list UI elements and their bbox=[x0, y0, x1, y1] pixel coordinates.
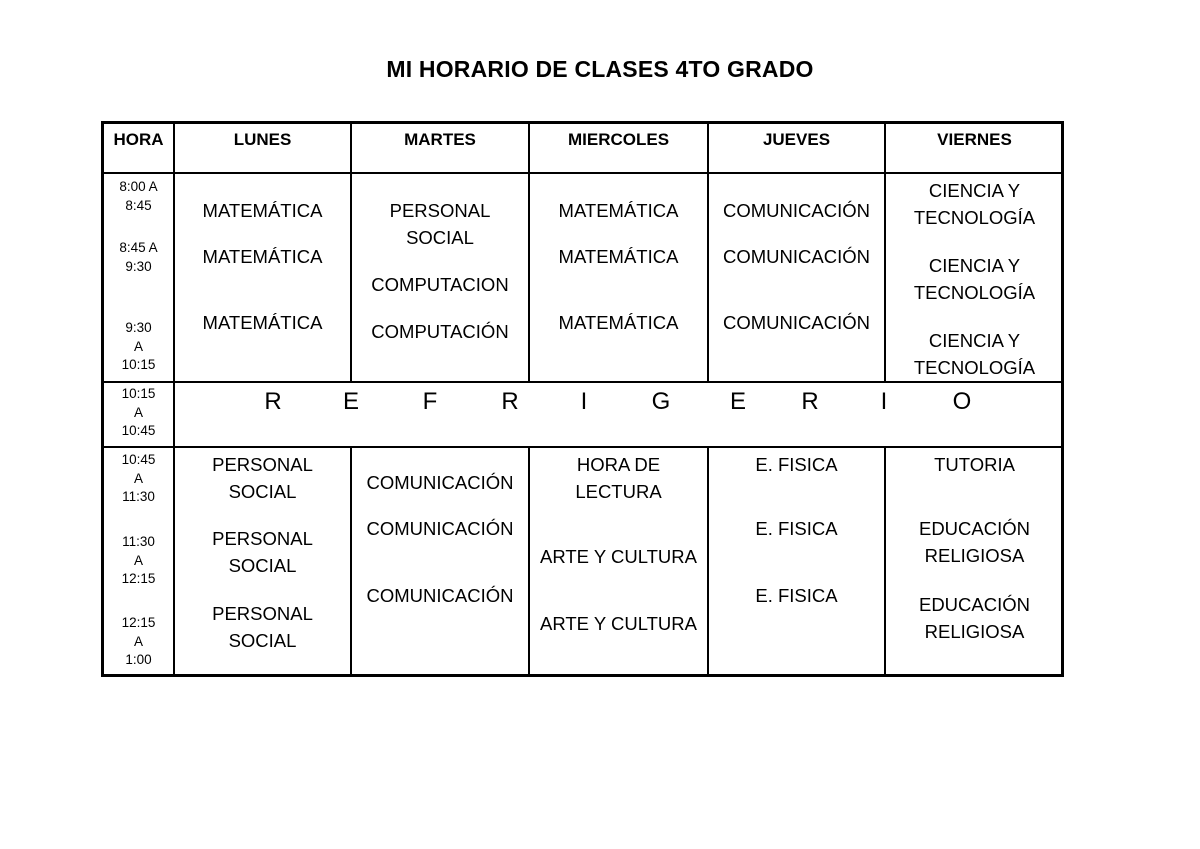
subject-line: SOCIAL bbox=[228, 555, 297, 576]
time-text: A bbox=[133, 338, 143, 354]
subject-line: TECNOLOGÍA bbox=[913, 357, 1036, 378]
time-text: 9:30 bbox=[125, 258, 152, 274]
subject-line: CIENCIA Y bbox=[928, 255, 1021, 276]
time-text: 8:00 A bbox=[119, 179, 158, 194]
break-letter: E bbox=[342, 388, 359, 415]
time-slot bbox=[104, 614, 173, 670]
header-jueves: JUEVES bbox=[762, 130, 831, 149]
time-text: 8:45 A bbox=[119, 240, 158, 255]
break-letter: R bbox=[264, 388, 282, 415]
break-letter: G bbox=[651, 388, 671, 415]
time-text: A bbox=[133, 404, 143, 420]
header-lunes: LUNES bbox=[233, 130, 292, 149]
subject-line: SOCIAL bbox=[406, 227, 474, 248]
break-letter: F bbox=[422, 388, 438, 415]
time-slot bbox=[104, 178, 173, 215]
subject-cell: MATEMÁTICA bbox=[202, 200, 323, 221]
subject-cell: COMUNICACIÓN bbox=[366, 472, 514, 493]
time-slot bbox=[104, 239, 173, 276]
subject-cell bbox=[175, 451, 350, 505]
subject-cell bbox=[352, 197, 528, 251]
header-martes: MARTES bbox=[404, 130, 476, 149]
time-text: 11:30 bbox=[122, 534, 155, 549]
subject-line: RELIGIOSA bbox=[924, 621, 1025, 642]
subject-cell: ARTE Y CULTURA bbox=[540, 613, 697, 634]
subject-line: LECTURA bbox=[575, 481, 662, 502]
subject-cell bbox=[886, 591, 1063, 645]
time-text: 10:15 bbox=[121, 357, 156, 372]
subject-cell: MATEMÁTICA bbox=[558, 246, 679, 267]
subject-cell bbox=[886, 252, 1063, 306]
subject-line: TECNOLOGÍA bbox=[913, 207, 1036, 228]
break-letter: O bbox=[952, 388, 972, 415]
time-text: 12:15 bbox=[121, 615, 156, 630]
time-text: 10:15 bbox=[121, 386, 156, 401]
subject-cell: MATEMÁTICA bbox=[202, 246, 323, 267]
subject-line: CIENCIA Y bbox=[928, 180, 1021, 201]
break-letter: R bbox=[801, 388, 819, 415]
subject-cell: TUTORIA bbox=[934, 454, 1015, 475]
subject-line: CIENCIA Y bbox=[928, 330, 1021, 351]
time-slot bbox=[104, 385, 173, 441]
page-title: MI HORARIO DE CLASES 4TO GRADO bbox=[386, 56, 814, 82]
subject-line: PERSONAL bbox=[212, 454, 313, 475]
time-text: 12:15 bbox=[121, 571, 156, 586]
subject-line: EDUCACIÓN bbox=[918, 518, 1030, 539]
break-letter: I bbox=[880, 388, 888, 415]
header-viernes: VIERNES bbox=[937, 130, 1012, 149]
subject-line: RELIGIOSA bbox=[924, 545, 1025, 566]
time-text: A bbox=[133, 470, 143, 486]
subject-cell bbox=[175, 525, 350, 579]
break-letter: E bbox=[729, 388, 746, 415]
subject-line: HORA DE bbox=[576, 454, 661, 475]
subject-line: TECNOLOGÍA bbox=[913, 282, 1036, 303]
header-miercoles: MIERCOLES bbox=[567, 130, 670, 149]
subject-cell: COMUNICACIÓN bbox=[723, 312, 870, 333]
time-text: 10:45 bbox=[121, 452, 156, 467]
time-text: A bbox=[133, 633, 143, 649]
subject-line: EDUCACIÓN bbox=[918, 594, 1030, 615]
subject-cell: COMUNICACIÓN bbox=[723, 246, 870, 267]
time-text: 8:45 bbox=[125, 197, 152, 213]
row-divider bbox=[102, 381, 1063, 383]
col-divider bbox=[707, 447, 709, 676]
row-divider bbox=[102, 172, 1063, 174]
time-text: 9:30 bbox=[125, 320, 152, 335]
subject-line: PERSONAL bbox=[212, 528, 313, 549]
time-slot bbox=[104, 451, 173, 507]
subject-cell: E. FISICA bbox=[755, 518, 838, 539]
subject-line: PERSONAL bbox=[212, 603, 313, 624]
break-letter: R bbox=[501, 388, 519, 415]
row-divider bbox=[102, 446, 1063, 448]
header-hora: HORA bbox=[113, 130, 164, 149]
time-text: 11:30 bbox=[122, 489, 155, 504]
break-letter: I bbox=[580, 388, 588, 415]
subject-cell: COMUNICACIÓN bbox=[723, 200, 870, 221]
subject-line: SOCIAL bbox=[228, 481, 297, 502]
subject-cell: E. FISICA bbox=[755, 454, 838, 475]
subject-line: PERSONAL bbox=[389, 200, 491, 221]
subject-cell: COMPUTACION bbox=[371, 274, 509, 295]
time-slot bbox=[104, 533, 173, 589]
subject-cell: MATEMÁTICA bbox=[558, 312, 679, 333]
subject-cell bbox=[886, 515, 1063, 569]
subject-cell bbox=[175, 600, 350, 654]
time-text: A bbox=[133, 552, 143, 568]
subject-cell: MATEMÁTICA bbox=[558, 200, 679, 221]
time-text: 10:45 bbox=[121, 423, 156, 438]
subject-cell bbox=[530, 451, 707, 505]
subject-cell: E. FISICA bbox=[755, 585, 838, 606]
subject-cell: COMUNICACIÓN bbox=[366, 585, 514, 606]
subject-cell: ARTE Y CULTURA bbox=[540, 546, 697, 567]
time-text: 1:00 bbox=[125, 652, 152, 667]
time-slot bbox=[104, 319, 173, 375]
subject-cell: COMPUTACIÓN bbox=[371, 321, 509, 342]
subject-cell bbox=[886, 327, 1063, 381]
subject-cell: MATEMÁTICA bbox=[202, 312, 323, 333]
subject-line: SOCIAL bbox=[228, 630, 297, 651]
subject-cell: COMUNICACIÓN bbox=[366, 518, 514, 539]
subject-cell bbox=[886, 177, 1063, 231]
